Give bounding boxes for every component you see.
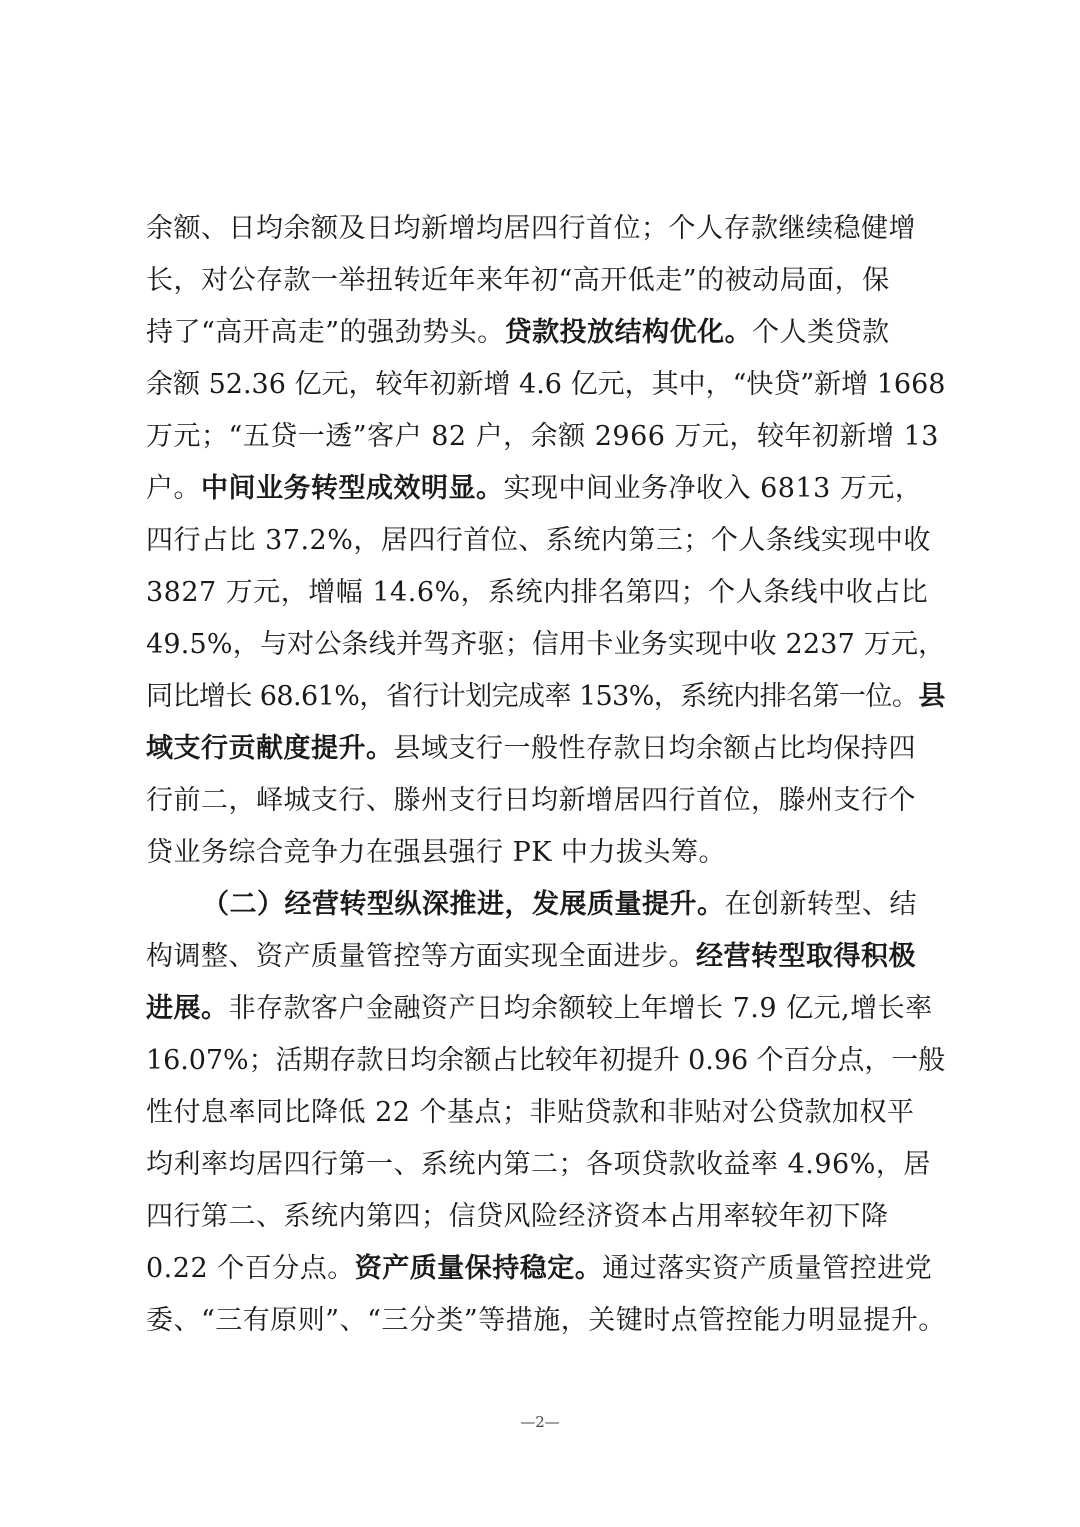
text-segment: 性付息率同比降低 22 个基点；非贴贷款和非贴对公贷款加权平 (146, 1097, 915, 1128)
text-line (146, 1191, 946, 1243)
text-segment: 长，对公存款一举扭转近年来年初“高开低走”的被动局面，保 (146, 265, 890, 296)
text-segment: 行前二，峄城支行、滕州支行日均新增居四行首位，滕州支行个 (146, 785, 916, 816)
text-line (146, 671, 946, 723)
text-segment: 通过落实资产质量管控进党 (602, 1253, 933, 1284)
text-segment: 同比增长 68.61%，省行计划完成率 153%，系统内排名第一位。 (146, 681, 919, 712)
text-segment: 贷业务综合竞争力在强县强行 PK 中力拔头筹。 (146, 837, 727, 868)
text-line (146, 255, 946, 307)
text-segment: 持了“高开高走”的强劲势头。 (146, 317, 505, 348)
text-line (146, 983, 946, 1035)
text-segment: 在创新转型、结 (724, 889, 917, 920)
text-line (146, 1295, 946, 1347)
text-segment: 万元；“五贷一透”客户 82 户，余额 2966 万元，较年初新增 13 (146, 421, 939, 452)
text-line (146, 879, 946, 931)
bold-text-segment: 中间业务转型成效明显。 (201, 473, 504, 504)
text-line (146, 1139, 946, 1191)
bold-text-segment: （二）经营转型纵深推进，发展质量提升。 (202, 889, 725, 920)
text-segment: 户。 (146, 473, 201, 504)
text-segment: 49.5%，与对公条线并驾齐驱；信用卡业务实现中收 2237 万元， (146, 629, 946, 660)
page-number: —2— (520, 1413, 560, 1431)
text-segment: 构调整、资产质量管控等方面实现全面进步。 (146, 941, 696, 972)
text-line (146, 775, 946, 827)
text-line (146, 463, 946, 515)
text-segment: 余额、日均余额及日均新增均居四行首位；个人存款继续稳健增 (146, 213, 916, 244)
text-line (146, 827, 946, 879)
text-segment: 16.07%；活期存款日均余额占比较年初提升 0.96 个百分点，一般 (146, 1045, 946, 1076)
text-segment: 四行占比 37.2%，居四行首位、系统内第三；个人条线实现中收 (146, 525, 931, 556)
text-line (146, 307, 946, 359)
bold-text-segment: 贷款投放结构优化。 (504, 317, 753, 348)
text-segment: 实现中间业务净收入 6813 万元， (503, 473, 923, 504)
text-segment: 非存款客户金融资产日均余额较上年增长 7.9 亿元,增长率 (228, 993, 933, 1024)
text-segment: 余额 52.36 亿元，较年初新增 4.6 亿元，其中，“快贷”新增 1668 (146, 369, 946, 400)
text-line (146, 359, 946, 411)
bold-text-segment: 进展。 (146, 993, 229, 1024)
text-line (146, 1087, 946, 1139)
text-segment: 3827 万元，增幅 14.6%，系统内排名第四；个人条线中收占比 (146, 577, 929, 608)
text-line (146, 411, 946, 463)
bold-text-segment: 经营转型取得积极 (696, 941, 916, 972)
text-line (146, 567, 946, 619)
bold-text-segment: 资产质量保持稳定。 (354, 1253, 603, 1284)
text-segment: 0.22 个百分点。 (146, 1253, 355, 1284)
text-segment: 四行第二、系统内第四；信贷风险经济资本占用率较年初下降 (146, 1201, 889, 1232)
text-segment: 均利率均居四行第一、系统内第二；各项贷款收益率 4.96%，居 (146, 1149, 931, 1180)
text-segment: 个人类贷款 (752, 317, 890, 348)
document-body (146, 203, 946, 1347)
text-line (146, 931, 946, 983)
text-line (146, 515, 946, 567)
text-segment: 县域支行一般性存款日均余额占比均保持四 (393, 733, 916, 764)
bold-text-segment: 县 (918, 681, 945, 712)
text-line (146, 619, 946, 671)
text-segment: 委、“三有原则”、“三分类”等措施，关键时点管控能力明显提升。 (146, 1305, 946, 1336)
text-line (146, 1035, 946, 1087)
bold-text-segment: 域支行贡献度提升。 (146, 733, 394, 764)
text-line (146, 203, 946, 255)
text-line (146, 723, 946, 775)
text-line (146, 1243, 946, 1295)
